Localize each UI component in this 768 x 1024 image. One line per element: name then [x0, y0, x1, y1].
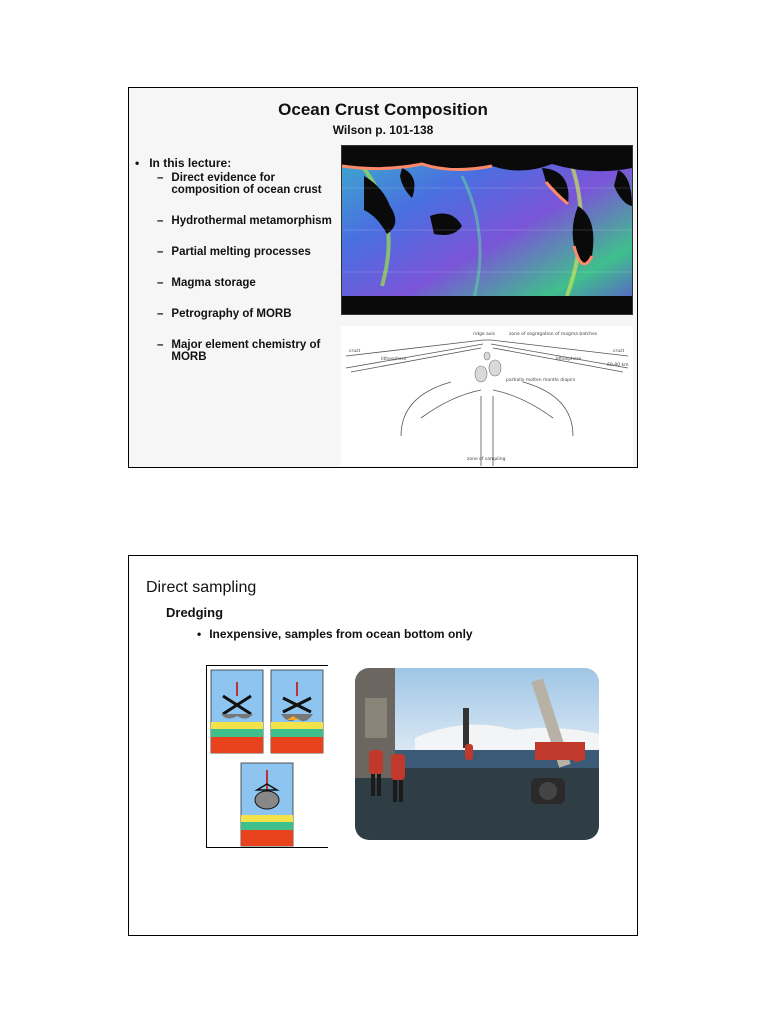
list-item: – Direct evidence for composition of ocean crust: [157, 172, 322, 196]
dredge-panel-closing: [271, 670, 323, 753]
label-crust-right: crust: [613, 349, 625, 354]
dredge-panel-open: [211, 670, 263, 753]
slide-title: Direct sampling: [146, 579, 257, 596]
slide-ocean-crust-composition: [128, 87, 638, 468]
list-item: – Petrography of MORB: [157, 308, 292, 320]
ridge-cross-section-diagram: [341, 326, 633, 466]
label-sampling-zone: zone of sampling: [467, 457, 506, 462]
list-item: – Partial melting processes: [157, 246, 311, 258]
ship-deck-photo: [355, 668, 599, 840]
label-ridge-axis: ridge axis: [473, 332, 496, 337]
list-item: – Hydrothermal metamorphism: [157, 215, 332, 227]
slide-title: Ocean Crust Composition: [278, 100, 488, 119]
main-bullet: [135, 156, 340, 170]
dredge-panel-closed: [241, 763, 293, 846]
label-depth: 60-80 km: [607, 363, 629, 368]
slide-subtitle: Dredging: [166, 605, 224, 620]
label-crust-left: crust: [349, 349, 361, 354]
dredge-illustration: [206, 665, 328, 848]
bullet-dot-icon: •: [135, 156, 140, 170]
slide-direct-sampling: [128, 555, 638, 936]
label-lithosphere-left: lithosphere: [381, 357, 407, 362]
label-mantle-diapirs: partially molten mantle diapirs: [506, 378, 576, 383]
label-segregation-zone: zone of segregation of magma batches: [509, 332, 598, 337]
outline-list: [157, 172, 340, 363]
label-lithosphere-right: lithosphere: [556, 357, 582, 362]
seafloor-age-map: [341, 145, 633, 315]
list-item: – Major element chemistry of MORB: [157, 339, 321, 363]
bullet-item: • Inexpensive, samples from ocean bottom only: [197, 627, 473, 641]
slide-subtitle: Wilson p. 101-138: [332, 123, 434, 137]
main-bullet-text: In this lecture:: [149, 156, 232, 170]
bullet-dot-icon: •: [197, 627, 202, 641]
lecture-outline: [135, 156, 340, 382]
list-item: – Magma storage: [157, 277, 256, 289]
